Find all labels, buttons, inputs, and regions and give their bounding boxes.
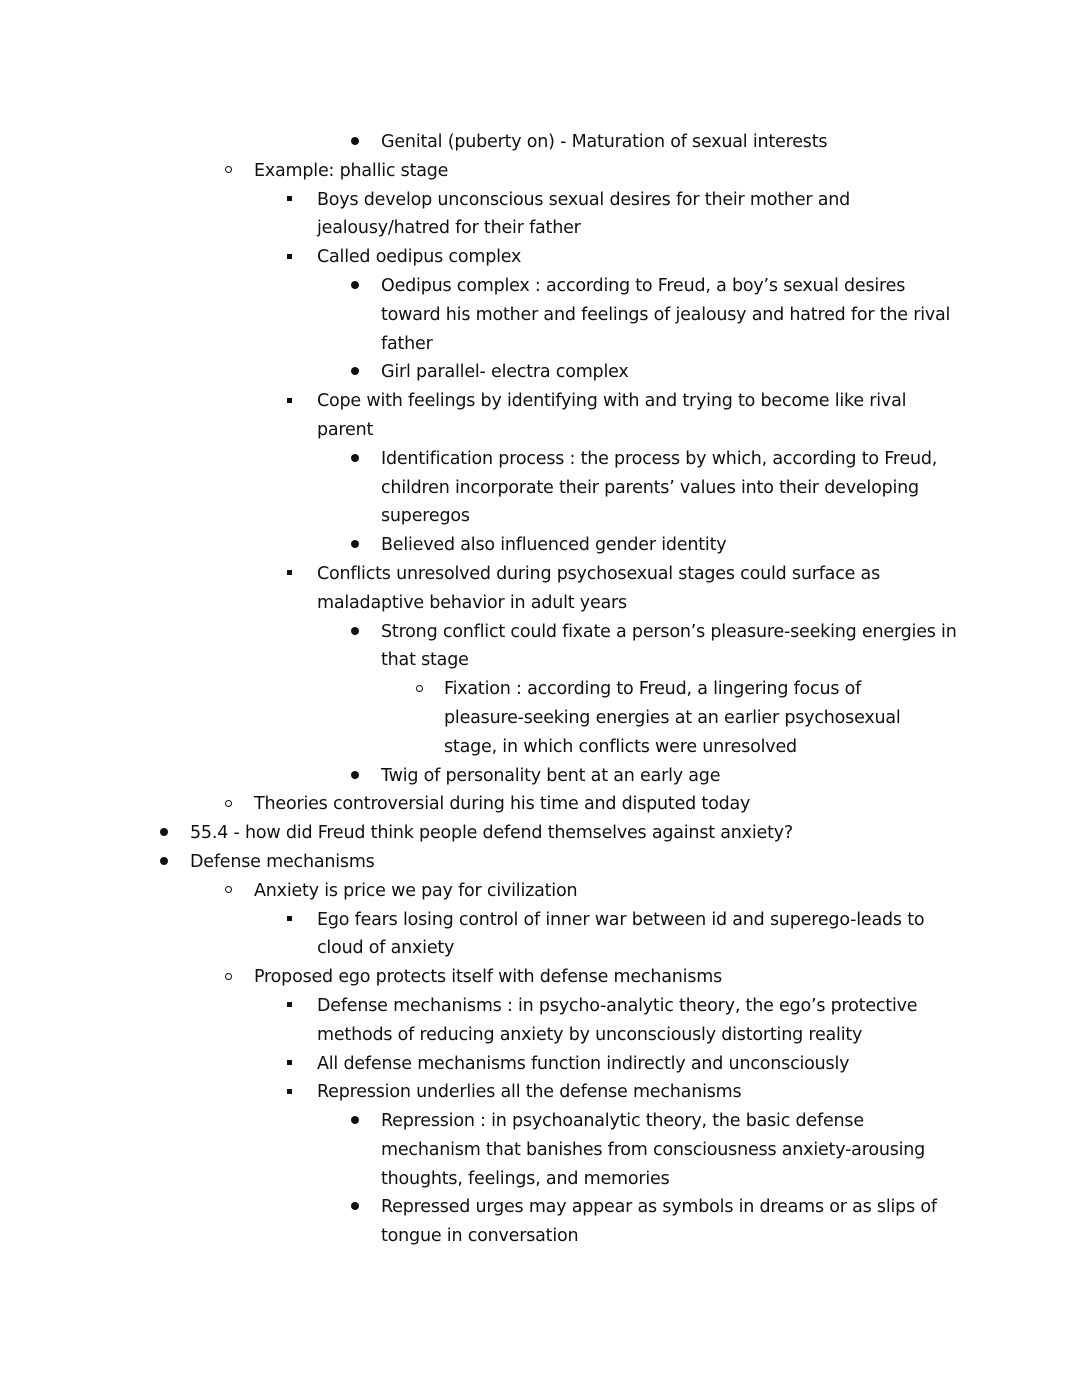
bullet-disc-icon [345, 358, 365, 387]
list-item-text: All defense mechanisms function indirectly and unconsciously [317, 1053, 850, 1074]
bullet-disc-icon [345, 1193, 365, 1222]
list-item [0, 358, 1080, 387]
list-item [0, 272, 1080, 358]
list-item [0, 819, 1080, 848]
list-item-text: Called oedipus complex [317, 247, 522, 268]
list-item-text: Girl parallel- electra complex [381, 362, 629, 383]
list-item-text: Strong conflict could fixate a person’s pleasure-seeking energies in that stage [381, 621, 957, 671]
bullet-square-icon [279, 1078, 299, 1107]
list-item-text: Conflicts unresolved during psychosexual stages could surface as maladaptive behavior in adult years [317, 563, 880, 613]
bullet-square-icon [279, 387, 299, 416]
list-item-text: Proposed ego protects itself with defense mechanisms [254, 967, 723, 988]
list-item [0, 387, 1080, 445]
bullet-circle-icon [409, 675, 429, 704]
list-item [0, 1193, 1080, 1251]
list-item-text: Ego fears losing control of inner war between id and superego-leads to cloud of anxiety [317, 909, 925, 959]
bullet-square-icon [279, 560, 299, 589]
bullet-circle-icon [218, 963, 238, 992]
list-item-text: Defense mechanisms : in psycho-analytic theory, the ego’s protective methods of reducing anxiety by unconsciously distorting reality [317, 995, 918, 1045]
bullet-disc-icon [154, 819, 174, 848]
list-item [0, 877, 1080, 906]
bullet-disc-icon [154, 848, 174, 877]
list-item [0, 762, 1080, 791]
bullet-disc-icon [345, 445, 365, 474]
bullet-square-icon [279, 906, 299, 935]
list-item-text: Boys develop unconscious sexual desires for their mother and jealousy/hatred for their father [317, 189, 851, 239]
list-item [0, 675, 1080, 761]
list-item [0, 445, 1080, 531]
bullet-square-icon [279, 992, 299, 1021]
list-item [0, 128, 1080, 157]
bullet-square-icon [279, 1050, 299, 1079]
list-item [0, 1078, 1080, 1107]
list-item [0, 906, 1080, 964]
list-item [0, 1107, 1080, 1193]
list-item-text: Defense mechanisms [190, 851, 375, 872]
list-item-text: Twig of personality bent at an early age [381, 765, 721, 786]
bullet-circle-icon [218, 877, 238, 906]
list-item [0, 243, 1080, 272]
bullet-disc-icon [345, 531, 365, 560]
list-item [0, 1050, 1080, 1079]
notes-outline [0, 128, 1080, 1251]
list-item [0, 560, 1080, 618]
list-item-text: Repression : in psychoanalytic theory, the basic defense mechanism that banishes from consciousness anxiety-arousing thoughts, feelings, and memories [381, 1111, 926, 1189]
bullet-disc-icon [345, 272, 365, 301]
list-item-text: 55.4 - how did Freud think people defend themselves against anxiety? [190, 823, 793, 844]
list-item-text: Identification process : the process by which, according to Freud, children incorporate their parents’ values into their developing superegos [381, 448, 938, 527]
list-item-text: Oedipus complex : according to Freud, a boy’s sexual desires toward his mother and feelings of jealousy and hatred for the rival father [381, 275, 951, 354]
list-item-text: Repression underlies all the defense mechanisms [317, 1082, 742, 1103]
list-item [0, 531, 1080, 560]
list-item-text: Fixation : according to Freud, a lingering focus of pleasure-seeking energies at an earlier psychosexual stage, in which conflicts were unresolved [444, 679, 901, 757]
bullet-disc-icon [345, 762, 365, 791]
list-item [0, 618, 1080, 676]
list-item-text: Example: phallic stage [254, 160, 449, 181]
list-item [0, 186, 1080, 244]
list-item-text: Cope with feelings by identifying with and trying to become like rival parent [317, 391, 907, 440]
list-item [0, 992, 1080, 1050]
list-item-text: Anxiety is price we pay for civilization [254, 880, 578, 901]
list-item [0, 157, 1080, 186]
bullet-disc-icon [345, 1107, 365, 1136]
bullet-circle-icon [218, 157, 238, 186]
list-item [0, 848, 1080, 877]
list-item [0, 963, 1080, 992]
list-item-text: Believed also influenced gender identity [381, 535, 727, 556]
bullet-square-icon [279, 186, 299, 215]
bullet-square-icon [279, 243, 299, 272]
bullet-circle-icon [218, 790, 238, 819]
bullet-disc-icon [345, 128, 365, 157]
list-item-text: Repressed urges may appear as symbols in dreams or as slips of tongue in conversation [381, 1197, 937, 1247]
list-item-text: Genital (puberty on) - Maturation of sexual interests [381, 132, 828, 152]
list-item-text: Theories controversial during his time and disputed today [254, 794, 751, 815]
bullet-disc-icon [345, 618, 365, 647]
list-item [0, 790, 1080, 819]
